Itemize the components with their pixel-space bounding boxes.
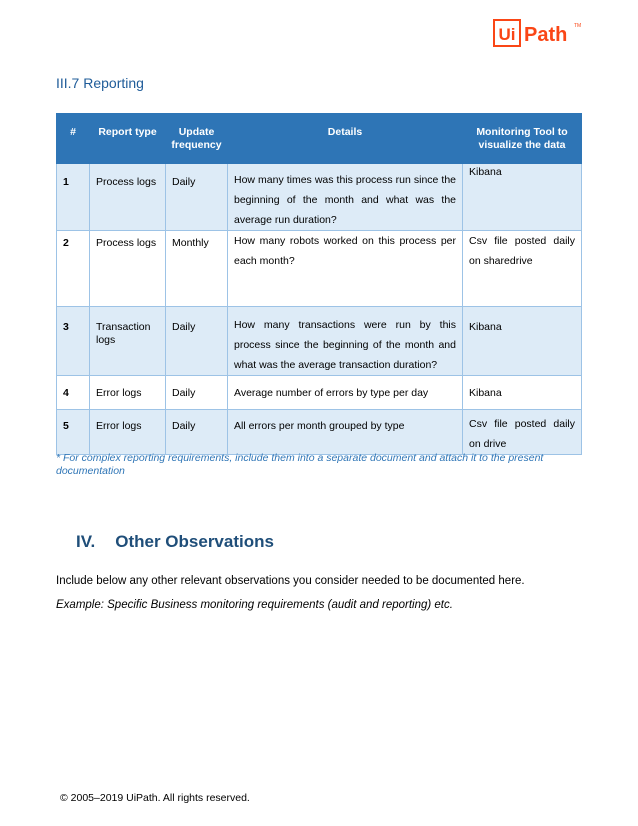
observations-paragraph: Include below any other relevant observations you consider needed to be documented here. xyxy=(56,575,525,587)
row-report-type: Error logs xyxy=(90,410,166,455)
header-update-frequency: Update frequency xyxy=(166,114,228,164)
row-frequency: Daily xyxy=(166,410,228,455)
row-tool: Kibana xyxy=(463,376,582,410)
observations-example: Example: Specific Business monitoring requirements (audit and reporting) etc. xyxy=(56,599,453,611)
row-details: How many transactions were run by this process since the beginning of the month and what was the average transaction duration? xyxy=(228,307,463,376)
uipath-logo xyxy=(493,18,583,50)
row-details: How many robots worked on this process per each month? xyxy=(228,231,463,307)
row-report-type: Error logs xyxy=(90,376,166,410)
table-row xyxy=(57,410,582,455)
copyright-footer: © 2005–2019 UiPath. All rights reserved. xyxy=(60,792,250,804)
row-tool: Kibana xyxy=(463,164,582,231)
logo-ui-text: Ui xyxy=(498,25,516,44)
row-number: 5 xyxy=(57,410,90,455)
header-monitoring-tool: Monitoring Tool to visualize the data xyxy=(463,114,582,164)
row-frequency: Monthly xyxy=(166,231,228,307)
table-row xyxy=(57,307,582,376)
table-row xyxy=(57,231,582,307)
row-number: 4 xyxy=(57,376,90,410)
header-report-type: Report type xyxy=(90,114,166,164)
header-details: Details xyxy=(228,114,463,164)
row-frequency: Daily xyxy=(166,164,228,231)
row-report-type: Process logs xyxy=(90,164,166,231)
section-roman-numeral: IV. xyxy=(76,532,96,551)
row-tool: Kibana xyxy=(463,307,582,376)
logo-trademark: TM xyxy=(574,23,582,29)
row-frequency: Daily xyxy=(166,307,228,376)
section-title-text: Other Observations xyxy=(115,532,274,551)
logo-path-text: Path xyxy=(524,24,568,46)
section-heading: III.7 Reporting xyxy=(56,75,144,91)
row-report-type: Transaction logs xyxy=(90,307,166,376)
row-details: How many times was this process run since the beginning of the month and what was the average run duration? xyxy=(228,164,463,231)
row-report-type: Process logs xyxy=(90,231,166,307)
row-details: All errors per month grouped by type xyxy=(228,410,463,455)
row-number: 1 xyxy=(57,164,90,231)
row-tool: Csv file posted daily on sharedrive xyxy=(463,231,582,307)
row-frequency: Daily xyxy=(166,376,228,410)
table-header-row xyxy=(57,114,582,164)
header-number: # xyxy=(57,114,90,164)
table-footnote: * For complex reporting requirements, include them into a separate document and attach it to the present documentation xyxy=(56,452,544,477)
table-row xyxy=(57,164,582,231)
table-row xyxy=(57,376,582,410)
section-title-other-observations xyxy=(76,532,274,552)
row-details: Average number of errors by type per day xyxy=(228,376,463,410)
uipath-logo-mark xyxy=(493,18,583,50)
row-number: 3 xyxy=(57,307,90,376)
row-number: 2 xyxy=(57,231,90,307)
row-tool: Csv file posted daily on drive xyxy=(463,410,582,455)
reporting-table xyxy=(56,113,582,455)
